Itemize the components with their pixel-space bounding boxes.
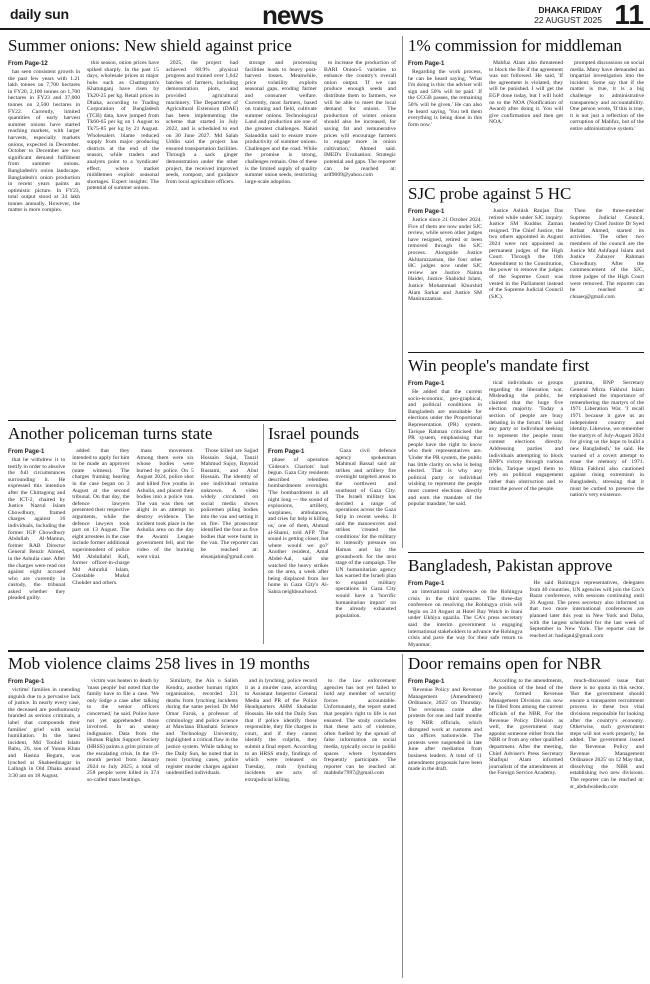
story-commission bbox=[408, 36, 644, 56]
story-text: tical individuals or groups regarding the liberation war. Misleading the public, he claimed that the huge five election majority. 'Today a section of people are busy debating in the forum.' He said any party or individual seeking to represent the people must contest elections directly. Addressing parties and individuals attempting to block BNP's victory through various tricks, Tarique urged them to rely on political engagement rather than obstruction and to trust the power of the people. bbox=[489, 380, 563, 492]
story-text: 'Revenue Policy and Revenue Management (Amendment) Ordinance, 2025' on Thursday. The revisions come after protests for one and half months by NBR officials, which disrupted work at customs and tax offices nationwide. The protests were suspended in late June after mediation from business leaders. A total of 11 amendment proposals have been made in the draft. bbox=[408, 687, 482, 773]
story-column bbox=[570, 208, 644, 348]
story-text: Regarding the work process, he can be heard saying, 'What I'm doing is this: the adviser will sign and 50% will be paid.' If the CCGB passes, the remaining 50% will be given.' He can also be heard saying, 'You tell them everything is being done in this form now.' bbox=[408, 69, 482, 128]
story-column bbox=[408, 678, 482, 978]
story-israel bbox=[268, 424, 396, 444]
story-column bbox=[87, 678, 159, 978]
story-text: to increase the production of BARI Onion-5 varieties to enhance the country's overall onion output. 'If we can produce enough seeds and distribute them to farmers, we will be able to meet the local demand for onions. The production of winter onions should also be increased, for saving fat and remunerative prices will encourage farmers to engage more in onion cultivation,' Ahmed said. IMED's Evaluation: Strategic potential and gaps. The reporter can be reached at: arif9009@yahoo.com bbox=[324, 60, 396, 179]
story-text: storage and processing facilities leads to heavy post-harvest losses. Meanwhile, price volatility exploits seasonal gaps, eroding farmer and consumer welfare. Currently, most farmers, based on training and field, cultivate summer onions. Technological Land and production are one of the greatest challenges. Nahid Salauddin said to ensure more productivity of summer onions. Challenges and the road. While the promise is strong, challenges remain. One of these is the limited supply of quality summer onion seeds, restricting large-scale adoption. bbox=[245, 60, 317, 185]
story-column bbox=[408, 380, 482, 548]
from-page-label: From Page-1 bbox=[408, 61, 445, 67]
story-text: He said Rohingya representatives, delegates from 40 countries, UN agencies will join the Cox's Bazar conference, with sessions continuing until 26 August. The press secretary also informed us that two more international conferences are planned later this year in New York and Doha, with the largest scheduled for the last week of September in New York. The reporter can be reached at: hadiqaul@gmail.com bbox=[529, 580, 644, 639]
story-column bbox=[166, 60, 238, 415]
story-column bbox=[324, 60, 396, 415]
story-headline: SJC probe against 5 HC bbox=[408, 184, 572, 203]
story-text: He added that the current socio-economic, geo-graphical, and political conditions in Bangladesh are unsuitable for elections under the Proportional Representation (PR) system. Tarique Rahman criticised the PR system, emphasising that people have the right to know who their representatives are. 'Under the PR system, the public has little clarity on who is being elected. That is why any political party or individual wishing to represent the people must contest elections directly and earn the mandate of the popular mandate,' he said. bbox=[408, 389, 482, 508]
story-column bbox=[489, 380, 563, 548]
story-text: that he withdrew it to testify in order to absolve the full circumstances surrounding it. He expressed this intention after the Chittagong and the ICT-2, chaired by Justice Nazrul Islam Chowdhury, framed charges against 16 individuals, including the former IGP Chowdhury Abdullah Al-Mamun, former RAB Director General Benzir Ahmed, in the Ashulia case. After the charges were read out against eight accused who are currently in custody, the tribunal asked whether they pleaded guilty. bbox=[8, 457, 66, 602]
story-column bbox=[489, 208, 563, 348]
story-mob bbox=[8, 654, 396, 674]
column-divider bbox=[402, 654, 403, 978]
story-column bbox=[489, 60, 563, 175]
section-divider bbox=[408, 552, 644, 553]
story-column bbox=[8, 448, 65, 643]
story-column bbox=[324, 678, 396, 978]
story-text: added that they intended to apply for him to be made an approver (state witness). The charges framing hearing in the case began on 3 August at the second tribunal. On that day, the defence lawyers presented their respective arguments, while the defence lawyers took part on 13 August. The eight arrestees in the case include former additional superintendent of police Md Abdullahil Kafi, former officer-in-charge Md Ashraful Islam, Constable Mukul Chokder and others. bbox=[72, 448, 130, 586]
story-mob-body bbox=[8, 678, 396, 978]
section-title: news bbox=[262, 0, 324, 30]
story-pakistan-body bbox=[408, 580, 644, 648]
story-text: gramma, BNP Secretary General Mirza Fakhrul Islam emphasised the importance of remembering the martyrs of the 1971 Liberation War. 'I recall 1971 because it gave us an independent country and identity. Likewise, we remember the martyrs of July-August 2024 for giving us the hope to build a new Bangladesh,' he said. He warned of a covert attempt to erase the memory of 1971. Mirza Fakhrul also cautioned against rising extremism in Bangladesh, stressing that it must be curbed to preserve the nation's very existence. bbox=[570, 380, 644, 499]
story-column bbox=[489, 678, 563, 978]
story-headline: Door remains open for NBR bbox=[408, 654, 602, 673]
story-column bbox=[408, 580, 523, 648]
from-page-label: From Page-12 bbox=[8, 61, 48, 67]
dateline bbox=[534, 5, 602, 25]
story-headline: Israel pounds bbox=[268, 424, 360, 443]
story-policeman bbox=[8, 424, 258, 444]
story-text: Mahfuz Alam also threatened to block the file if the agreement was not followed. He said, 'If the agreement is violated, they will be punished. I will get the EGP done today, but I will hold on to the NOA (Notification of Award) after doing it. You will give confirmation and then get NOA.' bbox=[489, 60, 563, 126]
story-text: victim was beaten to death by 'mass people' but noted that the family have to file a case. 'We only lodge a case after talking to the senior officers concerned,' he said. Police have not yet apprehended those involved. In an uneasy indignance. Data from the Human Rights Support Society (HRSS) paints a grim picture of the escalating crisis. In the 19-month period from January 2024 to July 2025, a total of 258 people were killed in 374 so-called mass beatings. bbox=[87, 678, 159, 783]
from-page-label: From Page-1 bbox=[268, 449, 305, 455]
newspaper-logo: daily sun bbox=[10, 6, 69, 22]
dateline-date: 22 AUGUST 2025 bbox=[534, 15, 602, 25]
story-text: phase of operation 'Gideon's Chariots' had begun. Gaza City residents described relentless bombardments overnight. 'The bombardment is all night long — the sound of explosions, artillery, warplanes, ambulances, and cries for help is killing us,' one of them, Ahmad al-Shami, told AFP. 'The sound is getting closer, but where would we go?' Another resident, Amal Abdel-Aal, said she watched the heavy strikes on the area, a week after being displaced from her home in Gaza City's Al-Sabra neighbourhood. bbox=[268, 457, 329, 595]
story-column bbox=[166, 678, 238, 978]
story-text: an international conference on the Rohingya crisis in the third quarter. The three-day conference on resolving the Rohingya crisis will begin on 24 August at Hotel Bay Watch in Inani under Ukhiya upazila. The CA's press secretary said the interim government is engaging international stakeholders to advance the Rohingya crisis and pave the way for their safe return to Myanmar. bbox=[408, 589, 523, 648]
from-page-label: From Page-1 bbox=[408, 581, 445, 587]
story-headline: 1% commission for middleman bbox=[408, 36, 622, 55]
story-column bbox=[570, 60, 644, 175]
story-headline: Summer onions: New shield against price bbox=[8, 36, 292, 55]
dateline-city-day: DHAKA FRIDAY bbox=[538, 5, 602, 15]
story-policeman-body bbox=[8, 448, 258, 643]
from-page-label: From Page-1 bbox=[408, 679, 445, 685]
masthead bbox=[0, 0, 650, 30]
story-column bbox=[137, 448, 194, 643]
story-column bbox=[570, 678, 644, 978]
story-column bbox=[336, 448, 397, 643]
from-page-label: From Page-1 bbox=[408, 209, 445, 215]
story-headline: Another policeman turns state bbox=[8, 424, 213, 443]
page-number: 11 bbox=[614, 0, 644, 30]
story-text: victims' families in unending anguish due to a pervasive lack of justice. In nearly every case, the deceased are posthumously branded as serious criminals, a label that compounds their families' grief with social humiliation. In the latest incident, Md Touhid Islam Babu, 26, son of Yunus Khan and Hasina Begum, was lynched at Shabeedinagar in Lalbagh in Old Dhaka around 3:30 am on 18 August. bbox=[8, 687, 80, 779]
from-page-label: From Page-1 bbox=[8, 449, 45, 455]
from-page-label: From Page-1 bbox=[8, 679, 45, 685]
story-text: Then the three-member Supreme Judicial Council, headed by Chief Justice Dr Syed Refaat Ahmed, started its activities. The other two members of the council are the Justice Md Ashfaqul Islam and Justice Zubayer Rahman Chowdhury. After the commencement of the SJC, three judges of the High Court were removed. The reporter can be reached at: chnaeq@gmail.com bbox=[570, 208, 644, 300]
section-divider bbox=[408, 180, 644, 181]
story-column bbox=[408, 60, 482, 175]
story-column bbox=[87, 60, 159, 415]
story-text: mass movement. Among them were six whose bodies were burned by police. On 5 August 2024, police shot and killed five youths in Ashulia, and placed their bodies into a police van. The van was then set alight in an attempt to destroy evidence. The incident took place in the Ashulia area on the day the Awami League government fell, and the video of the burning went viral. bbox=[136, 448, 194, 560]
column-divider bbox=[402, 36, 403, 548]
column-divider bbox=[263, 424, 264, 644]
story-nbr-body bbox=[408, 678, 644, 978]
story-column bbox=[8, 60, 80, 415]
story-commission-body bbox=[408, 60, 644, 175]
story-text: much-discussed issue that there is no quota in this sector. 'But the government should ensure a transparent recruitment process in these two vital divisions responsible for looking after the country's economy. Otherwise, such government steps will not work properly,' he added. The government issued the 'Revenue Policy and Revenue Management Ordinance 2025' on 12 May that, dissolving the NBR and establishing two new divisions. The reporter can be reached at: sr_abdulwahedn.com bbox=[570, 678, 644, 790]
story-sjc bbox=[408, 184, 644, 204]
section-divider bbox=[8, 420, 396, 421]
story-column bbox=[245, 60, 317, 415]
story-headline: Win people's mandate first bbox=[408, 356, 590, 375]
story-text: Gaza civil defence agency spokesman Mahmud Bassal said air strikes and artillery fire overnight targeted areas to the northwest and southeast of Gaza City. The Israeli military has decided a range of operations across the Gaza Strip in recent weeks. It said the manoeuvres and strikes 'created the conditions' for the military to intensify pressure on Hamas and lay the groundwork for the next stage of the campaign. The UN humanitarian agency has warned the Israeli plan to expand military operations in Gaza City would have a 'horrific humanitarian impact' on the already exhausted population. bbox=[335, 448, 396, 619]
story-nbr bbox=[408, 654, 644, 674]
story-headline: Bangladesh, Pakistan approve bbox=[408, 556, 613, 575]
story-column bbox=[570, 380, 644, 548]
story-pakistan bbox=[408, 556, 644, 576]
story-text: has seen consistent growth in the past few years with 1.21 lakh tonnes on 7,700 hectares in FY20, 2,100 tonnes on 1,700 hectares in FY23 and 37,000 tonnes on 2,500 hectares in FY22. Currently, limited quantities of early harvest summer onions have started reaching markets, with larger harvests, especially markets onions, expected in December. October to December are two significant demand fulfilment from summer onions. Bangladesh's onion landscape. Bangladesh's onion production in recent years paints an optimistic picture. In FY23, total output stood at 34 lakh tonnes annually. However, the matter is more complex. bbox=[8, 69, 80, 214]
from-page-label: From Page-1 bbox=[408, 381, 445, 387]
story-text: prompted discussions on social media. Many have demanded an impartial investigation into the incident. Some say that if the matter is true, it is a big challenge to administrative transparency and accountability. One person wrote, 'If this is true, it is not just a reflection of the corruption of Mahfuz, but of the entire administrative system.' bbox=[570, 60, 644, 132]
story-text: According to the amendments, the position of the head of the newly formed Revenue Management Division can now be filled from among the current officials of the NBR. For the Revenue Policy Division as well, the government may appoint someone either from the NBR or from any other qualified department. After the meeting, Chief Adviser's Press Secretary Shafiqul Alam informed journalists of the amendments at the Foreign Service Academy. bbox=[489, 678, 563, 777]
story-mandate bbox=[408, 356, 644, 376]
story-text: Justice Ashish Ranjan Das retired while under SJC inquiry. Justice SM Kuddus Zaman resigned. The Chief Justice, the two others appointed in August 2024 were not appointed as permanent judges of the High Court. Through the 16th Amendment to the Constitution, the power to remove the judges of the Supreme Court was vested in the Parliament instead of the Supreme Judicial Council (SJC). bbox=[489, 208, 563, 300]
story-onion-body bbox=[8, 60, 396, 415]
story-text: Justice since 21 October 2024. Five of them are now under SJC review, while seven other judges have resigned, retired or been removed through the SJC process. Alongside Justice Akhtaruzzaman, the four other HC judges now under SJC review are Justice Naima Haider, Justice Shahidul Islam, Justice Mohammad Khurshid Alam Sarkar and Justice SM Maniruzzaman. bbox=[408, 217, 482, 303]
story-column bbox=[530, 580, 645, 644]
section-divider bbox=[408, 352, 644, 353]
story-text: to the law enforcement agencies has not yet failed to hold any member of security forces accountable. Unfortunately, the report stated that people's right to life is not ensured. The study concludes that these acts of violence, often fuelled by the spread of false information on social media, typically occur in public spaces where bystanders frequently participate. The reporter can be reached at: mahbubr7997@gmail.com bbox=[324, 678, 396, 777]
story-column bbox=[245, 678, 317, 978]
story-headline: Mob violence claims 258 lives in 19 months bbox=[8, 654, 310, 673]
story-column bbox=[8, 678, 80, 978]
story-text: this season, onion prices have spiked sharply. In the past 15 days, wholesale prices at major hubs such as Chattogram's Khatunganj have risen by Tk20-25 per kg. Retail prices in Dhaka, according to Trading Corporation of Bangladesh (TCB) data, have jumped from Tk60-65 per kg on 1 August to Tk75-85 per kg by 21 August. Wholesalers blame reduced supply from major producing districts at the end of the season, while traders and analysts point to a 'syndicate' effect, where market middlemen exploit seasonal shortages. Expert insights: The potential of summer onions. bbox=[87, 60, 159, 192]
story-mandate-body bbox=[408, 380, 644, 548]
story-text: and in lynching, police record it as a murder case, according to Assistant Inspector General Media and PR of the Police Headquarters AHM Shahadat Hossain. He told the Daily Sun that if police identify those responsible, they file charges in court, and if they cannot identify the culprits, they submit a final report. According to an HRSS study, findings of which were released on Tuesday, mob lynching incidents are acts of extrajudicial killing. bbox=[245, 678, 317, 783]
story-column bbox=[408, 208, 482, 348]
story-column bbox=[201, 448, 258, 643]
story-text: Similarly, the Ain o Salish Kendra, another human rights organisation, recorded 231 deaths from lynching incidents during the same period. Dr Md Omar Faruk, a professor of criminology and police science at Mawlana Bhashani Science and Technology University, highlighted a critical flaw in the justice system. While talking to the Daily Sun, he noted that in most lynching cases, police register murder charges against unidentified individuals. bbox=[166, 678, 238, 777]
story-onion bbox=[8, 36, 396, 56]
story-sjc-body bbox=[408, 208, 644, 348]
story-text: 2025, the project had achieved 68.9% physical progress and trained over 1,642 batches of farmers, including demonstration plots, and provided agricultural machinery. The Department of Agricultural Extension (DAE) has been implementing the scheme that started in July 2022, and is scheduled to end on 30 June 2027. Md Salah Uddin said the project has ensured transportation facilities. Through a sack ginger demonstration under the other project, the received improved seeds, compost, and guidance from local agriculture officers. bbox=[166, 60, 238, 185]
story-israel-body bbox=[268, 448, 396, 643]
section-divider bbox=[8, 650, 644, 652]
story-text: Those killed are Sajjad Hossain Sajal, Tanzil Mahmud Sujoy, Bayezid Bustami, and Abul Hossain. The identity of one individual remains unknown. A video widely circulated on social media shows policemen piling bodies into the van and setting it on fire. The prosecutor identified the four as five bodies that were burnt in the van. The reporter can be reached at: ehsanjahin@gmail.com bbox=[200, 448, 258, 560]
story-column bbox=[72, 448, 129, 643]
story-column bbox=[268, 448, 329, 643]
